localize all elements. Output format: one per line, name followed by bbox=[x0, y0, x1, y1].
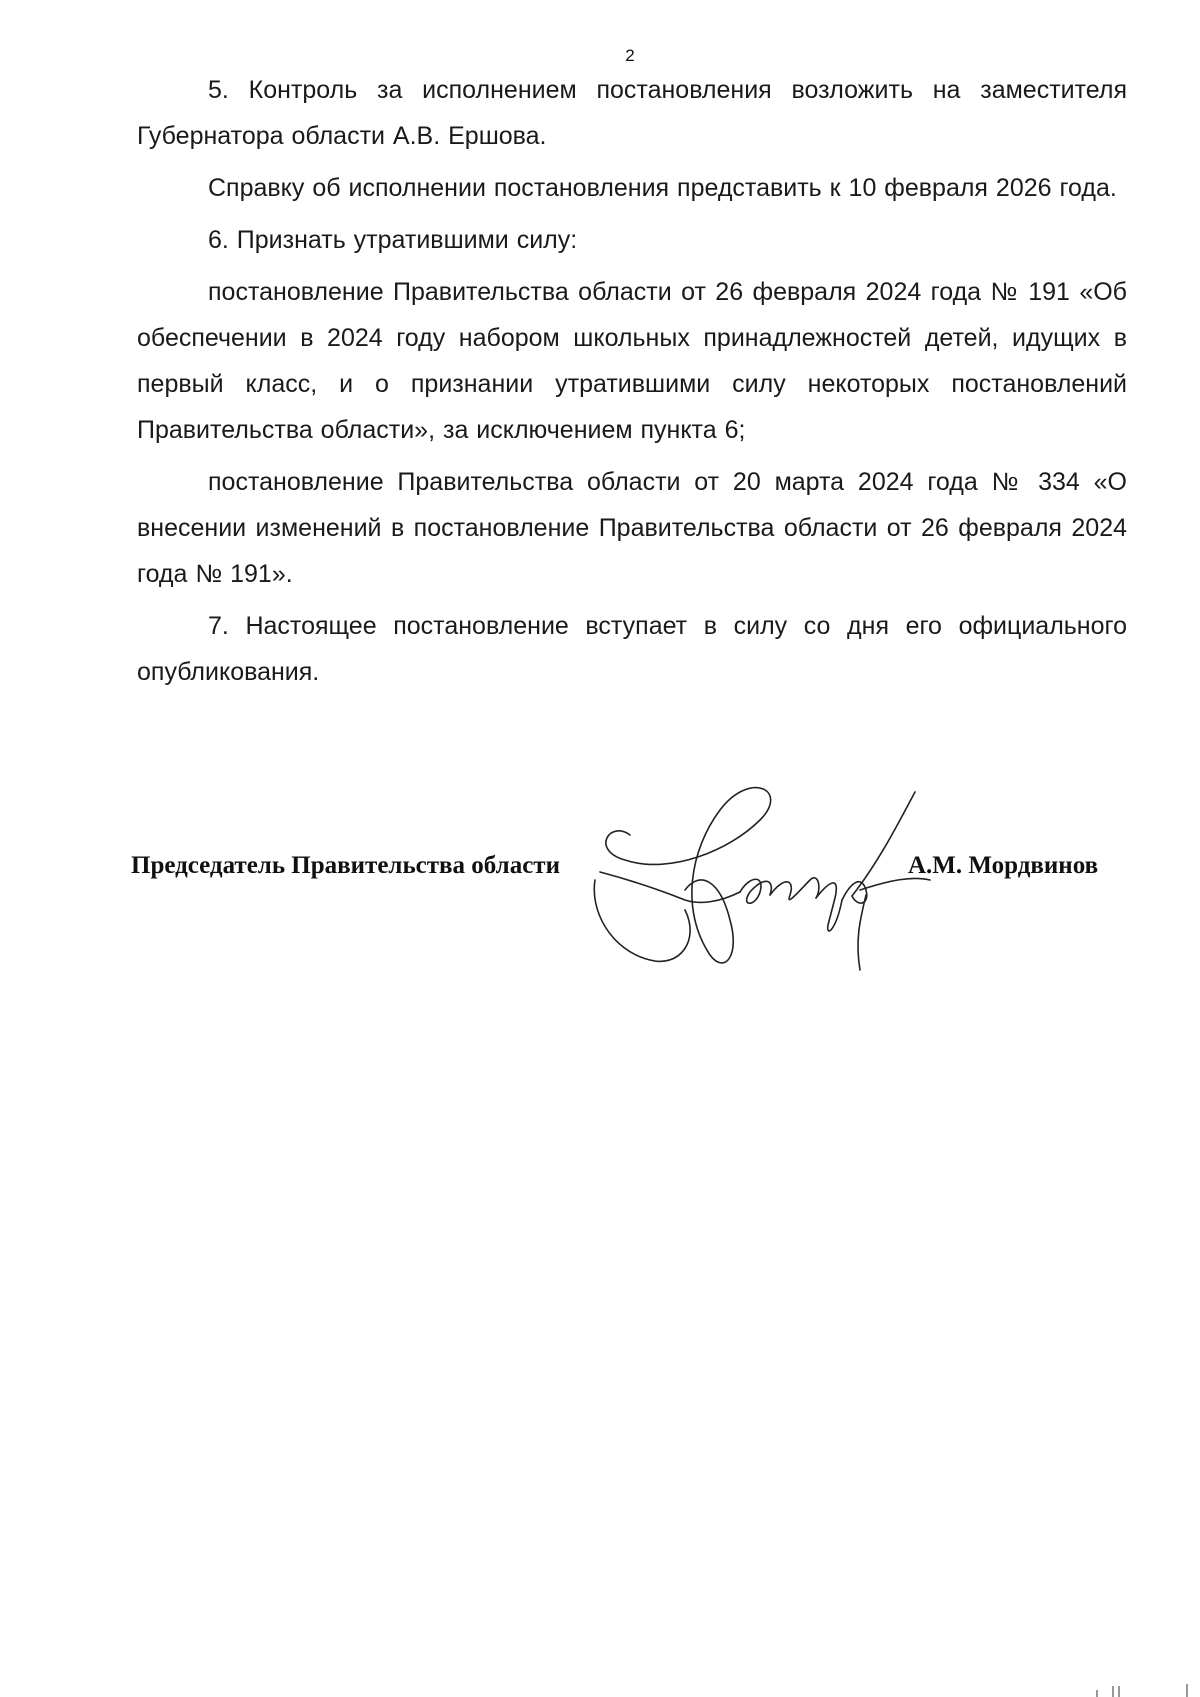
paragraph-5-report: Справку об исполнении постановления представить к 10 февраля 2026 года. bbox=[208, 174, 1117, 202]
page-number: 2 bbox=[625, 46, 635, 65]
paragraph-6: 6. Признать утратившими силу: bbox=[208, 226, 578, 254]
scan-artifact bbox=[1096, 1690, 1098, 1697]
scan-artifact bbox=[1186, 1684, 1188, 1697]
scan-artifact bbox=[1118, 1686, 1120, 1697]
paragraph-5: 5. Контроль за исполнением постановления возложить на заместителя Губернатора области А.В. Ершова. bbox=[137, 76, 1127, 150]
paragraph-6-item-1: постановление Правительства области от 26 февраля 2024 года № 191 «Об обеспечении в 2024 году набором школьных принадлежностей детей, идущих в первый класс, и о признании утратившими силу некоторых постановлений Правительства области», за исключением пункта 6; bbox=[137, 278, 1127, 444]
paragraph-7: 7. Настоящее постановление вступает в силу со дня его официального опубликования. bbox=[137, 612, 1127, 686]
paragraph-6-item-2: постановление Правительства области от 20 марта 2024 года № 334 «О внесении изменений в постановление Правительства области от 26 февраля 2024 года № 191». bbox=[137, 468, 1127, 588]
handwritten-signature bbox=[590, 780, 950, 980]
signatory-title: Председатель Правительства области bbox=[131, 852, 560, 879]
document-body bbox=[137, 67, 1127, 695]
scan-artifact bbox=[1112, 1686, 1114, 1697]
signatory-name: А.М. Мордвинов bbox=[908, 852, 1099, 879]
